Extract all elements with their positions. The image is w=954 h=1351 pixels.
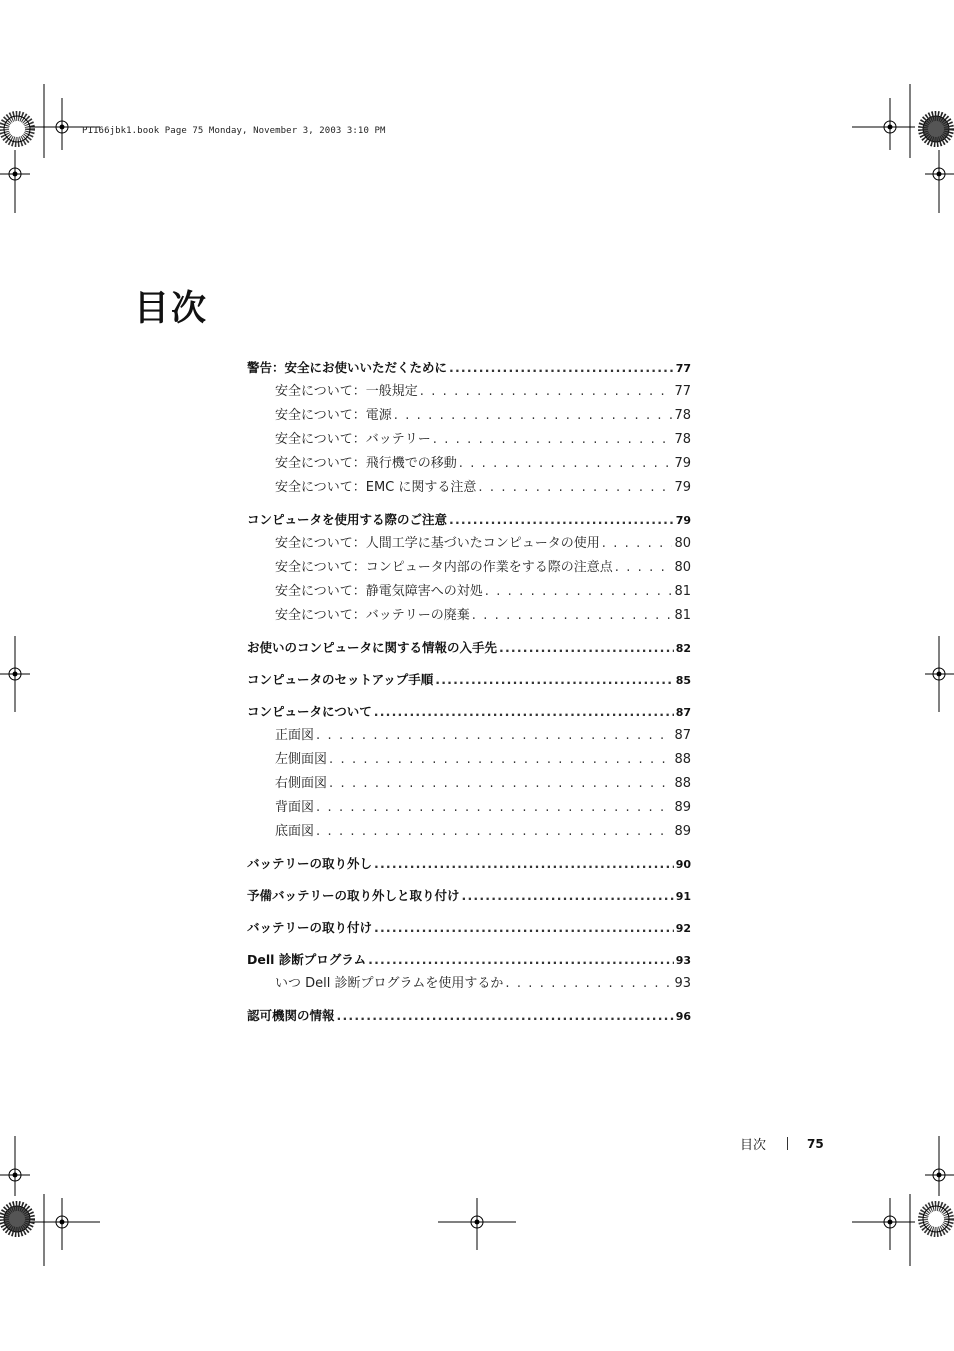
toc-entry-title: バッテリーの取り外し: [247, 856, 373, 871]
toc-leader-dots: [449, 356, 674, 380]
toc-entry-title: 安全について：静電気障害への対処: [275, 584, 483, 599]
print-slug: P1166jbk1.book Page 75 Monday, November 3, 2003 3:10 PM: [82, 126, 386, 136]
footer-divider: [787, 1137, 788, 1150]
toc-leader-dots: [433, 428, 673, 452]
toc-subentry[interactable]: [247, 820, 691, 844]
toc-entry-title: コンピュータのセットアップ手順: [247, 672, 434, 687]
toc-leader-dots: [472, 604, 673, 628]
toc-page-number: 87: [675, 706, 691, 719]
toc-entry-title: 安全について：人間工学に基づいたコンピュータの使用: [275, 536, 600, 551]
toc-page-number: 79: [674, 480, 691, 495]
toc-subentry[interactable]: [247, 604, 691, 628]
toc-page-number: 89: [674, 824, 691, 839]
toc-entry[interactable]: [247, 700, 691, 724]
toc-subentry[interactable]: [247, 972, 691, 996]
toc-page-number: 82: [675, 642, 691, 655]
toc-page-number: 91: [675, 890, 691, 903]
page-number: 75: [807, 1136, 824, 1151]
toc-leader-dots: [420, 380, 673, 404]
toc-subentry[interactable]: [247, 476, 691, 500]
toc-page-number: 92: [675, 922, 691, 935]
toc-page-number: 77: [674, 384, 691, 399]
toc-page-number: 80: [674, 536, 691, 551]
toc-subentry[interactable]: [247, 452, 691, 476]
toc-entry-title: 警告：安全にお使いいただくために: [247, 360, 448, 375]
toc-page-number: 77: [675, 362, 691, 375]
toc-leader-dots: [329, 772, 672, 796]
toc-leader-dots: [316, 724, 672, 748]
toc-leader-dots: [316, 796, 672, 820]
toc-page-number: 87: [674, 728, 691, 743]
toc-entry-title: 安全について：電源: [275, 408, 392, 423]
toc-subentry[interactable]: [247, 772, 691, 796]
toc-page-number: 90: [675, 858, 691, 871]
toc-page-number: 79: [675, 514, 691, 527]
toc-leader-dots: [374, 852, 674, 876]
toc-entry-title: 右側面図: [275, 776, 328, 791]
toc-page-number: 88: [674, 776, 691, 791]
toc-leader-dots: [615, 556, 673, 580]
toc-subentry[interactable]: [247, 556, 691, 580]
toc-entry-title: 安全について：EMC に関する注意: [275, 480, 477, 495]
toc-entry-title: 安全について：一般規定: [275, 384, 418, 399]
toc-subentry[interactable]: [247, 580, 691, 604]
toc-entry[interactable]: [247, 668, 691, 692]
toc-entry[interactable]: [247, 916, 691, 940]
toc-leader-dots: [485, 580, 673, 604]
toc-entry-title: 底面図: [275, 824, 315, 839]
toc-entry[interactable]: [247, 636, 691, 660]
toc-entry-title: 認可機関の情報: [247, 1008, 335, 1023]
toc-subentry[interactable]: [247, 380, 691, 404]
toc-entry-title: いつ Dell 診断プログラムを使用するか: [275, 976, 504, 991]
toc-subentry[interactable]: [247, 796, 691, 820]
page-footer: [740, 1134, 824, 1153]
toc-page-number: 85: [675, 674, 691, 687]
toc-subentry[interactable]: [247, 532, 691, 556]
toc-leader-dots: [368, 948, 674, 972]
toc-leader-dots: [394, 404, 673, 428]
toc-page-number: 96: [675, 1010, 691, 1023]
toc-page-number: 79: [674, 456, 691, 471]
toc-page-number: 78: [674, 432, 691, 447]
footer-section: 目次: [740, 1138, 767, 1153]
toc-subentry[interactable]: [247, 428, 691, 452]
toc-leader-dots: [505, 972, 672, 996]
toc-page-number: 93: [675, 954, 691, 967]
toc-subentry[interactable]: [247, 404, 691, 428]
toc-leader-dots: [337, 1004, 674, 1028]
page-title: 目次: [134, 289, 209, 330]
toc-entry-title: バッテリーの取り付け: [247, 920, 373, 935]
toc-entry[interactable]: [247, 356, 691, 380]
toc-entry[interactable]: [247, 1004, 691, 1028]
toc-leader-dots: [499, 636, 674, 660]
toc-page-number: 80: [674, 560, 691, 575]
toc-entry[interactable]: [247, 852, 691, 876]
toc-page-number: 81: [674, 608, 691, 623]
toc-page-number: 81: [674, 584, 691, 599]
toc-leader-dots: [449, 508, 674, 532]
toc-entry-title: 安全について：コンピュータ内部の作業をする際の注意点: [275, 560, 613, 575]
toc-page-number: 88: [674, 752, 691, 767]
toc-leader-dots: [435, 668, 673, 692]
toc-entry-title: コンピュータを使用する際のご注意: [247, 512, 448, 527]
toc-subentry[interactable]: [247, 724, 691, 748]
toc-entry[interactable]: [247, 508, 691, 532]
toc-entry-title: Dell 診断プログラム: [247, 952, 367, 967]
toc-entry-title: 予備バッテリーの取り外しと取り付け: [247, 888, 460, 903]
toc-leader-dots: [329, 748, 672, 772]
toc-subentry[interactable]: [247, 748, 691, 772]
toc-entry[interactable]: [247, 948, 691, 972]
toc-entry[interactable]: [247, 884, 691, 908]
toc-entry-title: 背面図: [275, 800, 315, 815]
toc-leader-dots: [602, 532, 673, 556]
toc-entry-title: 正面図: [275, 728, 315, 743]
toc-page-number: 89: [674, 800, 691, 815]
toc-entry-title: 安全について：バッテリーの廃棄: [275, 608, 470, 623]
toc-entry-title: 安全について：バッテリー: [275, 432, 431, 447]
table-of-contents: [247, 356, 691, 1028]
toc-leader-dots: [478, 476, 672, 500]
toc-leader-dots: [374, 916, 674, 940]
toc-page-number: 93: [674, 976, 691, 991]
toc-leader-dots: [316, 820, 672, 844]
toc-leader-dots: [459, 452, 673, 476]
toc-leader-dots: [374, 700, 674, 724]
toc-entry-title: コンピュータについて: [247, 704, 372, 719]
toc-entry-title: お使いのコンピュータに関する情報の入手先: [247, 640, 498, 655]
toc-entry-title: 左側面図: [275, 752, 328, 767]
toc-page-number: 78: [674, 408, 691, 423]
toc-leader-dots: [462, 884, 674, 908]
toc-entry-title: 安全について：飛行機での移動: [275, 456, 457, 471]
